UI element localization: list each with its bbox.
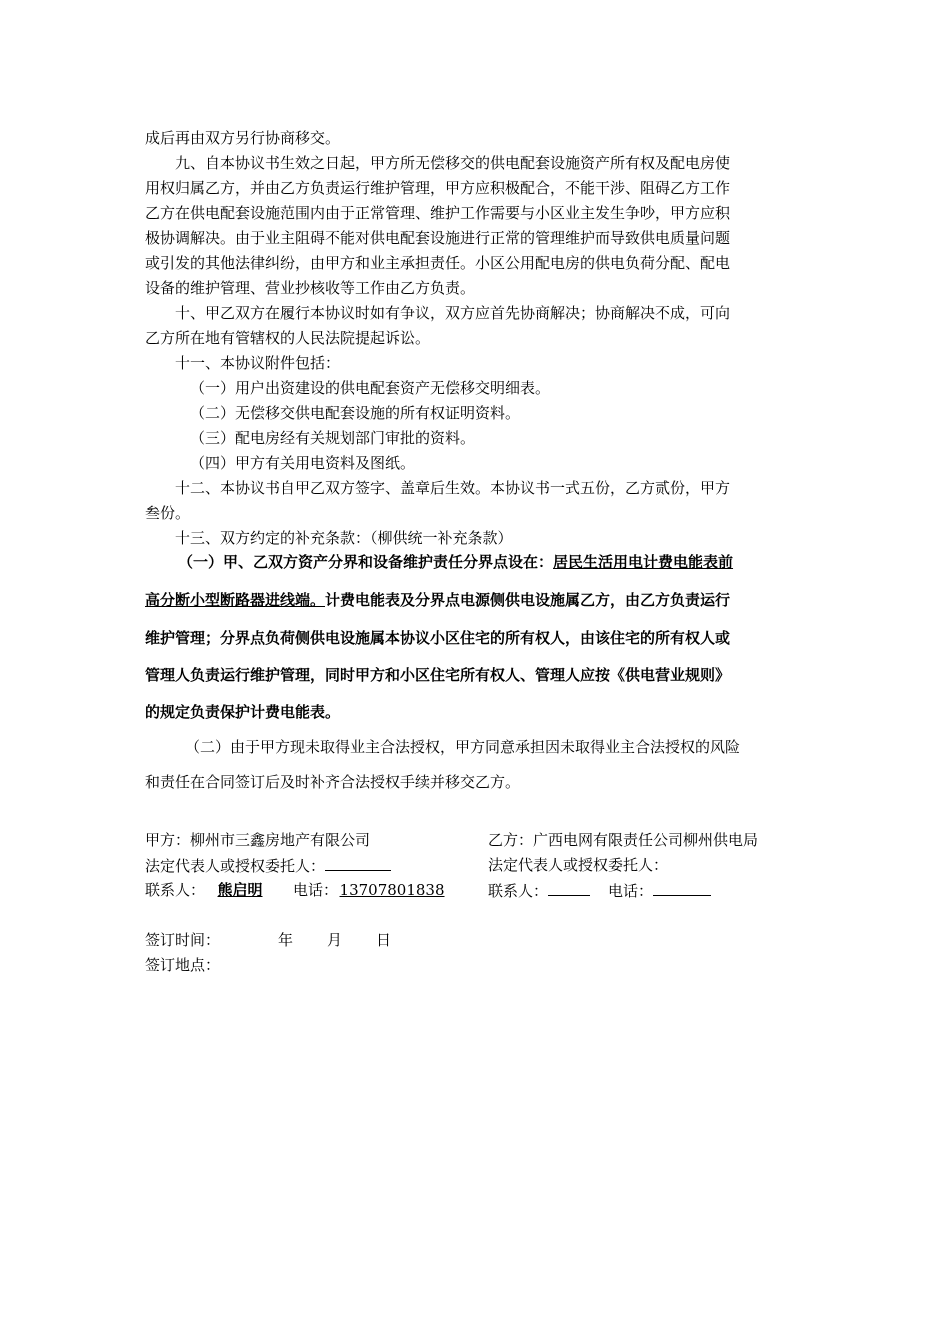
party-b-rep	[488, 855, 668, 875]
supplement-1-line	[145, 590, 730, 610]
signing-day: 日	[376, 931, 392, 949]
clause-12-line: 十二、本协议书自甲乙双方签字、盖章后生效。本协议书一式五份，乙方贰份，甲方	[175, 479, 731, 497]
supplement-1-underlined: 高分断小型断路器进线端。	[145, 591, 326, 609]
clause-9-line: 九、自本协议书生效之日起，甲方所无偿移交的供电配套设施资产所有权及配电房使	[175, 154, 731, 172]
party-a-rep-blank[interactable]	[325, 855, 391, 871]
clause-10-line: 十、甲乙双方在履行本协议时如有争议，双方应首先协商解决；协商解决不成，可向	[175, 304, 731, 322]
clause-10-line: 乙方所在地有管辖权的人民法院提起诉讼。	[145, 329, 431, 347]
signing-year: 年	[278, 931, 294, 949]
party-a-rep	[145, 855, 391, 876]
signing-time	[145, 930, 391, 950]
party-b-rep-label: 法定代表人或授权委托人：	[488, 856, 669, 874]
party-b-contact-label: 联系人：	[488, 882, 549, 900]
party-b-contact	[488, 880, 711, 901]
clause-13-heading: 十三、双方约定的补充条款：（柳供统一补充条款）	[175, 529, 513, 547]
signing-month: 月	[327, 931, 343, 949]
party-a-rep-label: 法定代表人或授权委托人：	[145, 857, 326, 875]
attachment-item: （二）无偿移交供电配套设施的所有权证明资料。	[190, 404, 521, 422]
clause-9-line: 乙方在供电配套设施范围内由于正常管理、维护工作需要与小区业主发生争吵，甲方应积	[145, 204, 731, 222]
supplement-1-line: 的规定负责保护计费电能表。	[145, 703, 341, 721]
clause-11-heading: 十一、本协议附件包括：	[175, 354, 341, 372]
supplement-1-text: （一）甲、乙双方资产分界和设备维护责任分界点设在：	[178, 553, 554, 571]
supplement-1-line: 管理人负责运行维护管理，同时甲方和小区住宅所有权人、管理人应按《供电营业规则》	[145, 666, 731, 684]
supplement-1-line	[178, 552, 733, 572]
supplement-1-underlined: 居民生活用电计费电能表前	[553, 553, 734, 571]
attachment-item: （四）甲方有关用电资料及图纸。	[190, 454, 416, 472]
clause-9-line: 设备的维护管理、营业抄核收等工作由乙方负责。	[145, 279, 476, 297]
supplement-2-line: 和责任在合同签订后及时补齐合法授权手续并移交乙方。	[145, 773, 521, 791]
clause-9-line: 极协调解决。由于业主阻碍不能对供电配套设施进行正常的管理维护而导致供电质量问题	[145, 229, 731, 247]
party-b-contact-blank[interactable]	[548, 880, 590, 896]
supplement-1-line: 维护管理；分界点负荷侧供电设施属本协议小区住宅的所有权人，由该住宅的所有权人或	[145, 629, 731, 647]
paragraph-line: 成后再由双方另行协商移交。	[145, 129, 341, 147]
party-a-phone-label: 电话：	[293, 881, 339, 899]
attachment-item: （一）用户出资建设的供电配套资产无偿移交明细表。	[190, 379, 551, 397]
party-b-name: 乙方：广西电网有限责任公司柳州供电局	[488, 831, 759, 849]
clause-9-line: 或引发的其他法律纠纷，由甲方和业主承担责任。小区公用配电房的供电负荷分配、配电	[145, 254, 731, 272]
clause-9-line: 用权归属乙方，并由乙方负责运行维护管理，甲方应积极配合，不能干涉、阻碍乙方工作	[145, 179, 731, 197]
attachment-item: （三）配电房经有关规划部门审批的资料。	[190, 429, 476, 447]
signing-place-label: 签订地点：	[145, 956, 221, 974]
party-a-name: 甲方：柳州市三鑫房地产有限公司	[145, 831, 371, 849]
supplement-2-line: （二）由于甲方现未取得业主合法授权，甲方同意承担因未取得业主合法授权的风险	[185, 738, 741, 756]
party-a-contact-label: 联系人：	[145, 881, 206, 899]
signing-time-label: 签订时间：	[145, 931, 221, 949]
party-a-contact-name: 熊启明	[217, 881, 263, 899]
party-a-contact	[145, 880, 446, 900]
party-b-phone-label: 电话：	[608, 882, 654, 900]
supplement-1-text: 计费电能表及分界点电源侧供电设施属乙方，由乙方负责运行	[325, 591, 731, 609]
party-b-phone-blank[interactable]	[653, 880, 711, 896]
clause-12-line: 叁份。	[145, 504, 191, 522]
party-a-phone: 13707801838	[339, 881, 445, 899]
